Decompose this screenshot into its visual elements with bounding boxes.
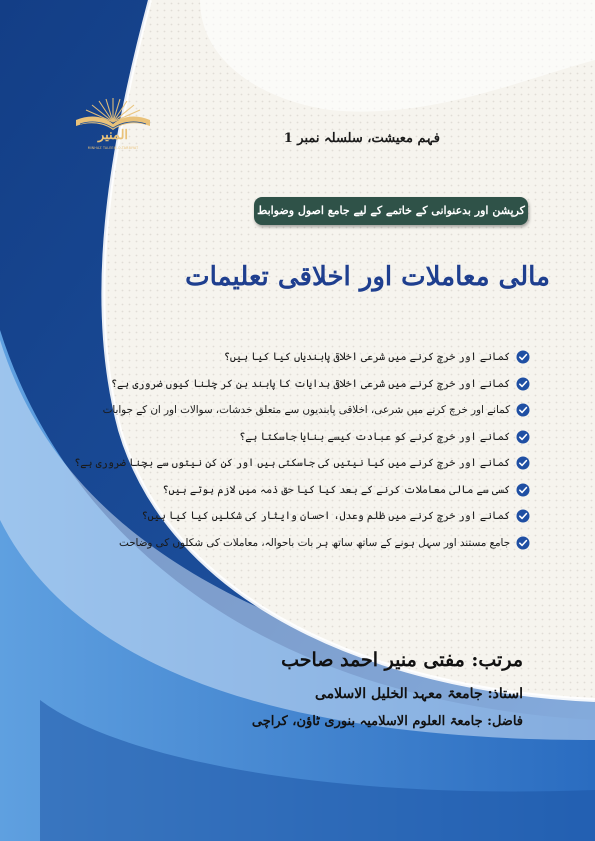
list-item [150,477,530,504]
list-item [102,397,530,424]
list-item-text: کمانے اور خرچ کرنے میں شرعی اخلاقی ہدایات کا پابند بن کر چلنا کیوں ضروری ہے؟ [110,377,510,390]
logo-wordmark: المنیر [97,128,129,143]
list-item-text: کمانے اور خرچ کرنے میں کیا نیتیں کی جاسکتی ہیں اور کن کن نیتوں سے بچنا ضروری ہے؟ [74,457,510,470]
graduate-credit: فاضل: جامعۃ العلوم الاسلامیہ بنوری ٹاؤن، کراچی [251,714,523,729]
subtitle-text: کرپشن اور بدعنوانی کے خاتمے کے لیے جامع اصول وضوابط [257,204,525,217]
subtitle-banner [254,197,528,225]
list-item-text: جامع مستند اور سہل ہونے کے ساتھ ساتھ ہر بات باحوالہ، معاملات کی شکلوں کی وضاحت [119,536,510,549]
list-item-text: کمانے اور خرچ کرنے میں شرعی، اخلاقی پابندیوں سے متعلق خدشات، سوالات اور ان کے جوابات [102,404,510,417]
publisher-logo [70,96,156,154]
list-item-text: کمانے اور خرچ کرنے میں ظلم وعدل، احسان وایثار کی شکلیں کیا کیا ہیں؟ [141,510,510,523]
list-item-text: کمانے اور خرچ کرنے کو عبادت کیسے بنایا جاسکتا ہے؟ [239,430,510,443]
teacher-credit: استاذ: جامعۃ معہد الخلیل الاسلامی [315,686,523,702]
list-item [110,371,530,398]
logo-tagline: MINHAZ TALEEM-O-TARBIYAT [87,146,139,150]
check-circle-icon [516,350,530,364]
list-item [150,344,530,371]
list-item [141,503,530,530]
check-circle-icon [516,456,530,470]
list-item-text: کسی سے مالی معاملات کرنے کے بعد کیا کیا حق ذمہ میں لازم ہوتے ہیں؟ [162,483,510,496]
author-credit: مرتب: مفتی منیر احمد صاحب [281,649,523,671]
list-item [150,424,530,451]
check-circle-icon [516,509,530,523]
list-item [119,530,530,557]
check-circle-icon [516,536,530,550]
feature-list [74,344,530,556]
list-item-text: کمانے اور خرچ کرنے میں شرعی اخلاقی پابندیاں کیا کیا ہیں؟ [223,351,510,364]
series-label: فہم معیشت، سلسلہ نمبر 1 [283,131,440,146]
book-title: مالی معاملات اور اخلاقی تعلیمات [185,262,550,292]
check-circle-icon [516,483,530,497]
check-circle-icon [516,430,530,444]
check-circle-icon [516,403,530,417]
check-circle-icon [516,377,530,391]
list-item [74,450,530,477]
